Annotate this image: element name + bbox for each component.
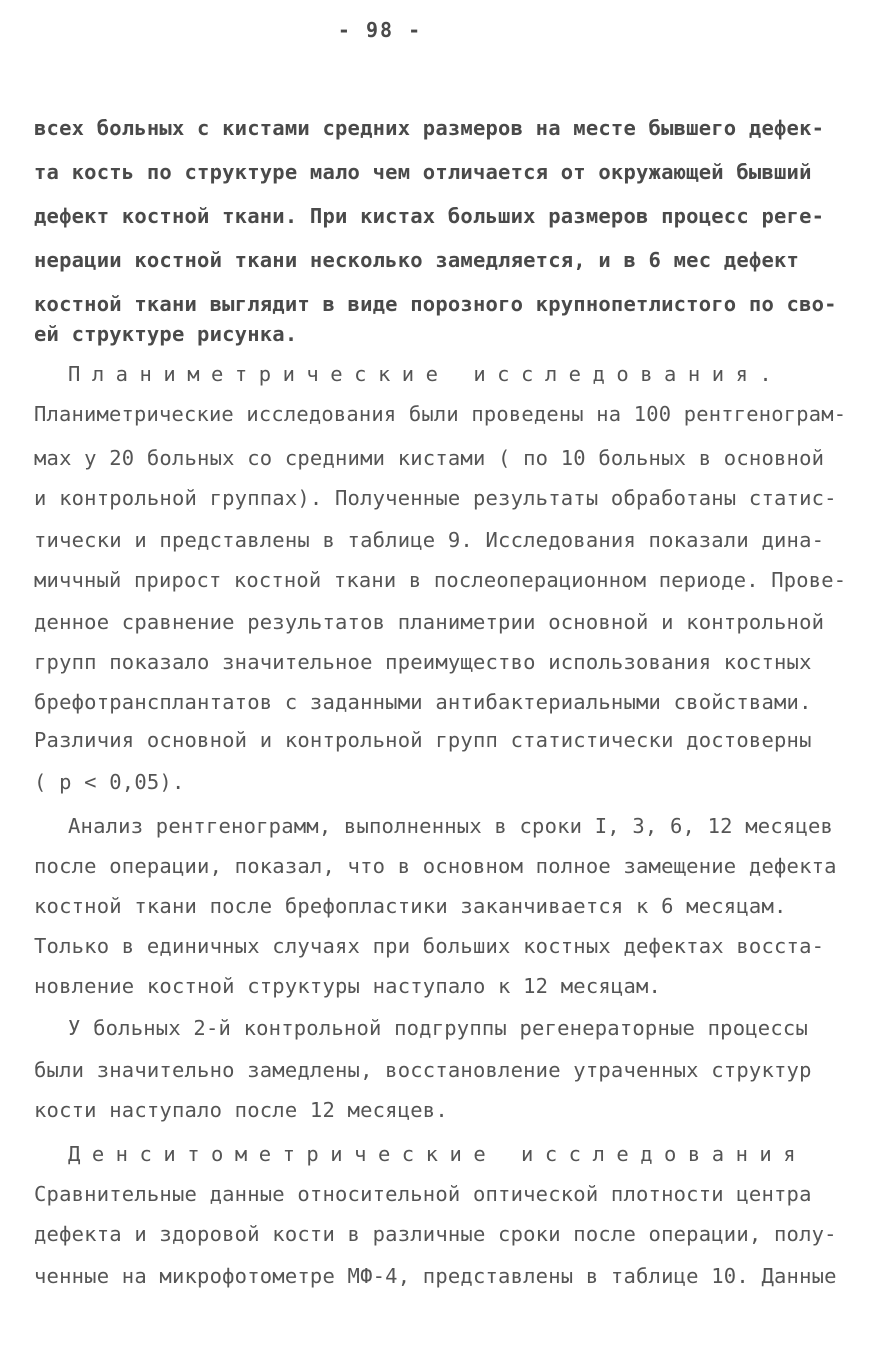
text-line: Сравнительные данные относительной оптической плотности центра [34, 1182, 812, 1206]
text-line: кости наступало после 12 месяцев. [34, 1098, 448, 1122]
text-line: ей структуре рисунка. [34, 322, 298, 346]
text-line: новление костной структуры наступало к 12 месяцам. [34, 974, 662, 998]
text-line: костной ткани выглядит в виде порозного крупнопетлистого по сво- [34, 292, 837, 316]
text-line: были значительно замедлены, восстановление утраченных структур [34, 1058, 812, 1082]
text-line: и контрольной группах). Полученные результаты обработаны статис- [34, 486, 837, 510]
text-line: У больных 2-й контрольной подгруппы регенераторные процессы [68, 1016, 808, 1040]
text-line: нерации костной ткани несколько замедляется, и в 6 мес дефект [34, 248, 800, 272]
text-line: после операции, показал, что в основном полное замещение дефекта [34, 854, 837, 878]
page-number: - 98 - [337, 18, 423, 42]
section-heading: Денситометрические исследования [68, 1142, 808, 1166]
text-line: денное сравнение результатов планиметрии основной и контрольной [34, 610, 825, 634]
section-heading: Планиметрические исследования. [68, 362, 784, 386]
text-line: Планиметрические исследования были проведены на 100 рентгенограм- [34, 402, 847, 426]
text-line: та кость по структуре мало чем отличается от окружающей бывший [34, 160, 812, 184]
text-line: всех больных с кистами средних размеров на месте бывшего дефек- [34, 116, 825, 140]
text-line: мах у 20 больных со средними кистами ( по 10 больных в основной [34, 446, 825, 470]
text-line: дефекта и здоровой кости в различные сроки после операции, полу- [34, 1222, 837, 1246]
text-line: Анализ рентгенограмм, выполненных в сроки I, 3, 6, 12 месяцев [68, 814, 834, 838]
text-line: ( p < 0,05). [34, 770, 185, 794]
text-line: Различия основной и контрольной групп статистически достоверны [34, 728, 812, 752]
text-line: дефект костной ткани. При кистах больших размеров процесс реге- [34, 204, 825, 228]
text-line: тически и представлены в таблице 9. Исследования показали дина- [34, 528, 825, 552]
text-line: ченные на микрофотометре МФ-4, представлены в таблице 10. Данные [34, 1264, 837, 1288]
text-line: брефотрансплантатов с заданными антибактериальными свойствами. [34, 690, 812, 714]
text-line: миччный прирост костной ткани в послеоперационном периоде. Прове- [34, 568, 847, 592]
text-line: Только в единичных случаях при больших костных дефектах восста- [34, 934, 825, 958]
text-line: костной ткани после брефопластики заканчивается к 6 месяцам. [34, 894, 787, 918]
text-line: групп показало значительное преимущество использования костных [34, 650, 812, 674]
